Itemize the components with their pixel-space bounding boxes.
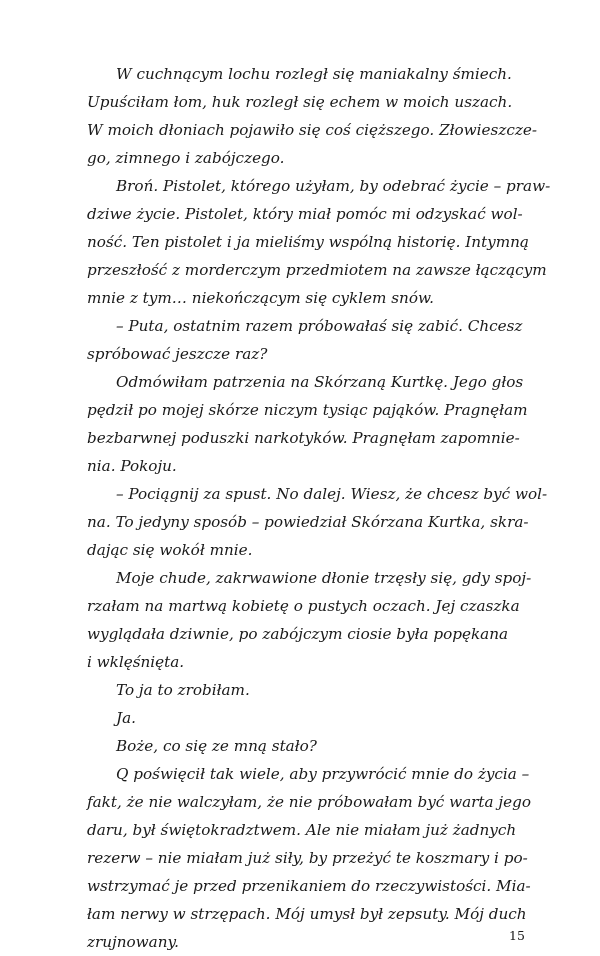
text-line: ność. Ten pistolet i ja mieliśmy wspólną historię. Intymną bbox=[87, 233, 529, 251]
text-line: mnie z tym… niekończącym się cyklem snów. bbox=[87, 289, 434, 307]
text-line: Broń. Pistolet, którego użyłam, by odebrać życie – praw- bbox=[116, 177, 551, 195]
text-line: dając się wokół mnie. bbox=[87, 541, 253, 559]
text-line: W moich dłoniach pojawiło się coś cięższego. Złowieszcze- bbox=[87, 121, 537, 139]
text-line: go, zimnego i zabójczego. bbox=[87, 149, 285, 167]
text-line: pędził po mojej skórze niczym tysiąc pająków. Pragnęłam bbox=[87, 401, 528, 419]
text-line: Q poświęcił tak wiele, aby przywrócić mnie do życia – bbox=[116, 765, 530, 783]
text-line: na. To jedyny sposób – powiedział Skórzana Kurtka, skra- bbox=[87, 513, 529, 531]
text-line: wstrzymać je przed przenikaniem do rzeczywistości. Mia- bbox=[87, 877, 531, 895]
text-line: fakt, że nie walczyłam, że nie próbowałam być warta jego bbox=[87, 793, 531, 811]
text-line: – Pociągnij za spust. No dalej. Wiesz, że chcesz być wol- bbox=[116, 485, 548, 503]
text-line: rezerw – nie miałam już siły, by przeżyć te koszmary i po- bbox=[87, 849, 528, 867]
text-line: dziwe życie. Pistolet, który miał pomóc mi odzyskać wol- bbox=[87, 205, 523, 223]
text-line: – Puta, ostatnim razem próbowałaś się zabić. Chcesz bbox=[116, 317, 523, 335]
text-line: i wklęśnięta. bbox=[87, 653, 185, 671]
text-line: wyglądała dziwnie, po zabójczym ciosie była popękana bbox=[87, 625, 509, 643]
page-number: 15 bbox=[509, 928, 525, 943]
text-line: nia. Pokoju. bbox=[87, 457, 177, 475]
text-line: Ja. bbox=[116, 709, 136, 727]
text-line: przeszłość z morderczym przedmiotem na zawsze łączącym bbox=[87, 261, 547, 279]
text-line: Odmówiłam patrzenia na Skórzaną Kurtkę. Jego głos bbox=[116, 373, 524, 391]
text-line: To ja to zrobiłam. bbox=[116, 681, 250, 699]
text-line: bezbarwnej poduszki narkotyków. Pragnęłam zapomnie- bbox=[87, 429, 520, 447]
text-line: spróbować jeszcze raz? bbox=[87, 345, 268, 363]
text-line: łam nerwy w strzępach. Mój umysł był zepsuty. Mój duch bbox=[87, 905, 527, 923]
text-line: Boże, co się ze mną stało? bbox=[116, 737, 317, 755]
text-line: W cuchnącym lochu rozległ się maniakalny śmiech. bbox=[116, 65, 512, 83]
text-line: rzałam na martwą kobietę o pustych oczach. Jej czaszka bbox=[87, 597, 520, 615]
text-line: Upuściłam łom, huk rozległ się echem w moich uszach. bbox=[87, 93, 513, 111]
text-line: daru, był świętokradztwem. Ale nie miałam już żadnych bbox=[87, 821, 517, 839]
text-line: zrujnowany. bbox=[87, 933, 179, 951]
text-line: Moje chude, zakrwawione dłonie trzęsły się, gdy spoj- bbox=[116, 569, 532, 587]
